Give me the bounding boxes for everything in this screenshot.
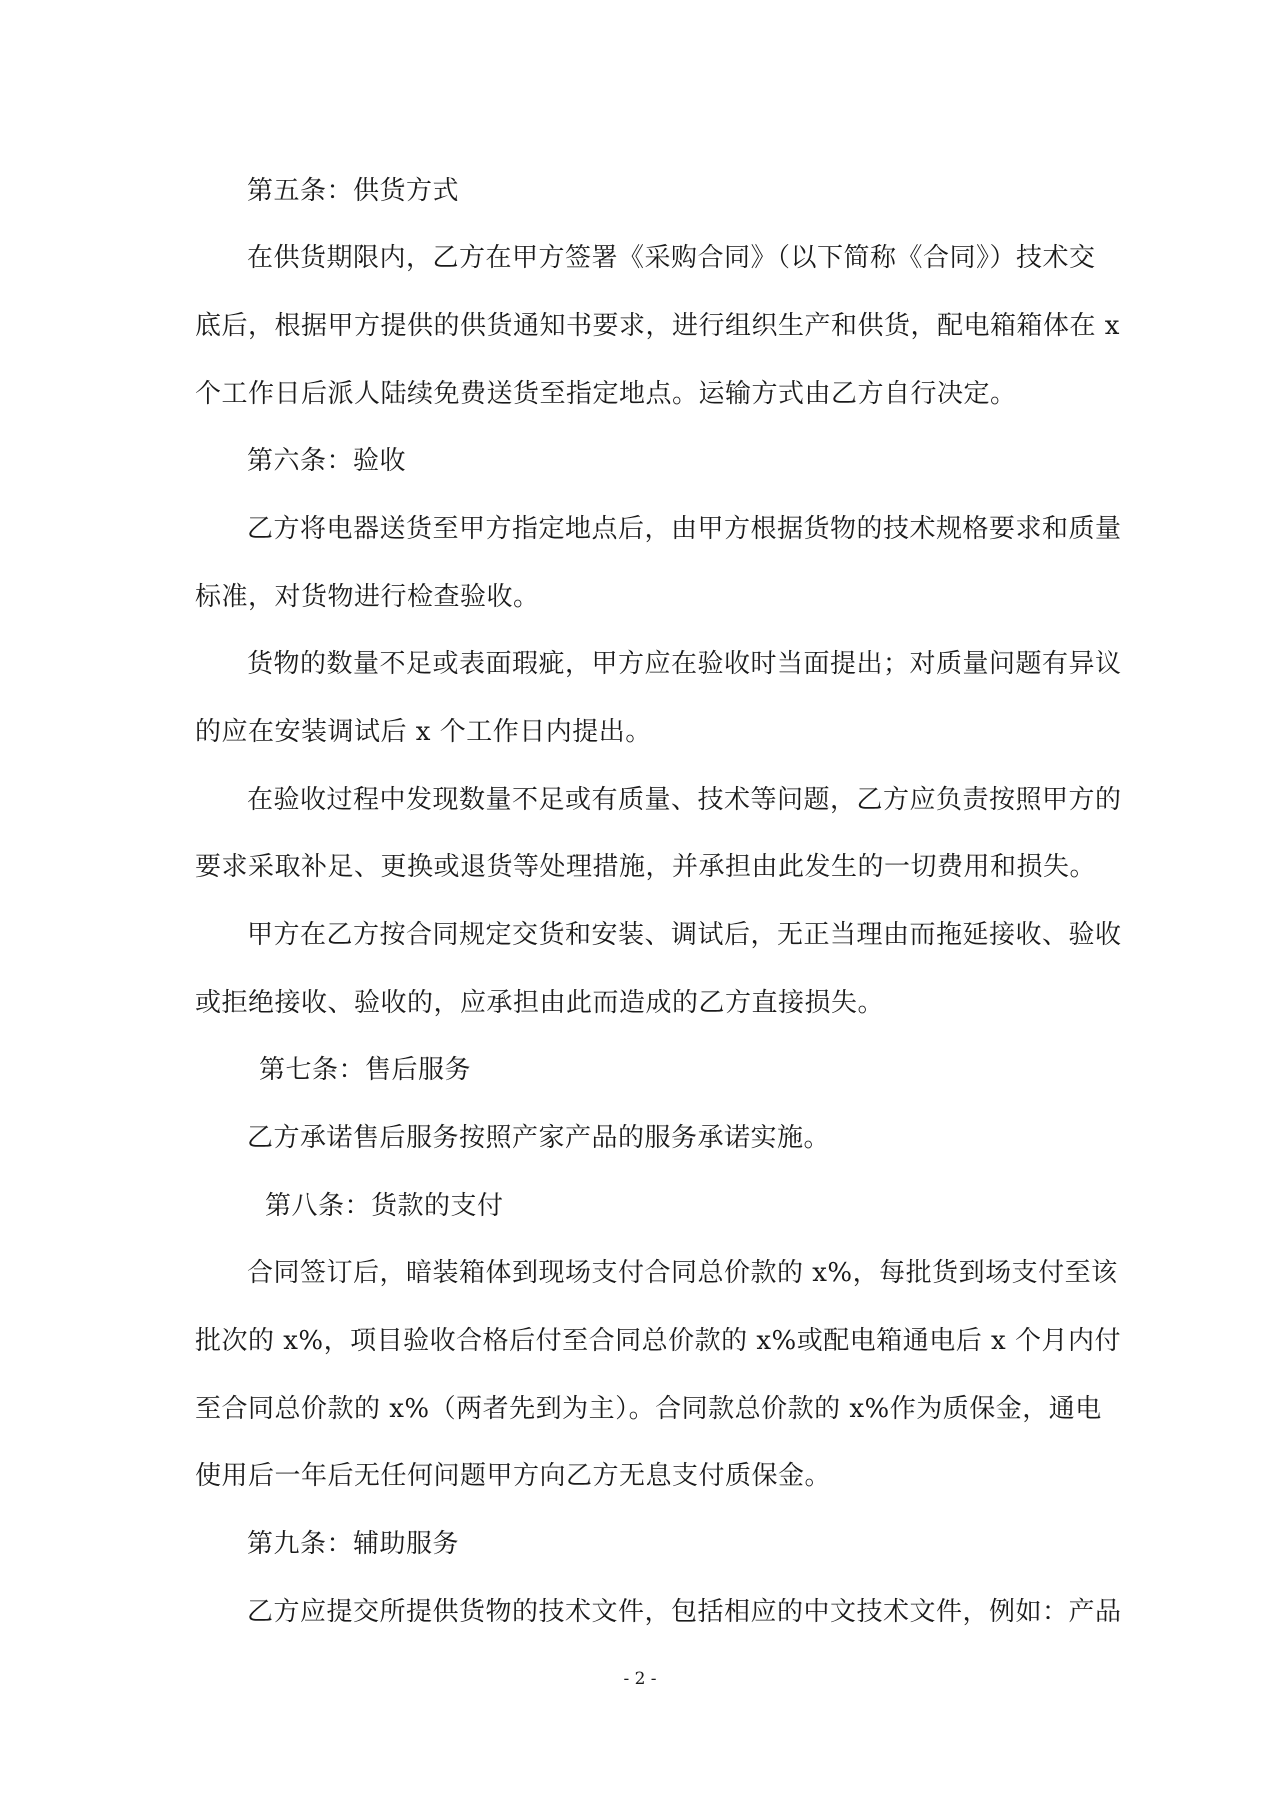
article-6-text-line: 在验收过程中发现数量不足或有质量、技术等问题，乙方应负责按照甲方的 xyxy=(247,785,1122,815)
article-6-text-line: 的应在安装调试后 x 个工作日内提出。 xyxy=(195,717,652,747)
article-9-text-line: 乙方应提交所提供货物的技术文件，包括相应的中文技术文件，例如：产品 xyxy=(247,1597,1122,1627)
article-6-text-line: 要求采取补足、更换或退货等处理措施，并承担由此发生的一切费用和损失。 xyxy=(195,852,1097,882)
article-5-heading: 第五条：供货方式 xyxy=(247,176,460,206)
article-8-text-line: 至合同总价款的 x%（两者先到为主）。合同款总价款的 x%作为质保金，通电 xyxy=(195,1394,1102,1424)
article-8-text-line: 合同签订后，暗装箱体到现场支付合同总价款的 x%，每批货到场支付至该 xyxy=(247,1258,1118,1288)
article-7-text-line: 乙方承诺售后服务按照产家产品的服务承诺实施。 xyxy=(247,1123,831,1153)
page-number: - 2 - xyxy=(623,1669,657,1689)
article-5-text-line: 在供货期限内，乙方在甲方签署《采购合同》（以下简称《合同》）技术交 xyxy=(247,243,1096,273)
article-8-text-line: 批次的 x%，项目验收合格后付至合同总价款的 x%或配电箱通电后 x 个月内付 xyxy=(195,1326,1121,1356)
article-6-text-line: 乙方将电器送货至甲方指定地点后，由甲方根据货物的技术规格要求和质量 xyxy=(247,514,1122,544)
article-8-heading: 第八条：货款的支付 xyxy=(265,1191,504,1221)
article-6-text-line: 或拒绝接收、验收的，应承担由此而造成的乙方直接损失。 xyxy=(195,988,885,1018)
article-6-text-line: 标准，对货物进行检查验收。 xyxy=(195,582,540,612)
article-5-text-line: 个工作日后派人陆续免费送货至指定地点。运输方式由乙方自行决定。 xyxy=(195,379,1017,409)
article-5-text-line: 底后，根据甲方提供的供货通知书要求，进行组织生产和供货，配电箱箱体在 x xyxy=(195,311,1120,341)
article-6-text-line: 货物的数量不足或表面瑕疵，甲方应在验收时当面提出；对质量问题有异议 xyxy=(247,649,1122,679)
article-7-heading: 第七条：售后服务 xyxy=(259,1055,472,1085)
article-9-heading: 第九条：辅助服务 xyxy=(247,1529,460,1559)
article-6-heading: 第六条：验收 xyxy=(247,446,407,476)
article-8-text-line: 使用后一年后无任何问题甲方向乙方无息支付质保金。 xyxy=(195,1461,832,1491)
article-6-text-line: 甲方在乙方按合同规定交货和安装、调试后，无正当理由而拖延接收、验收 xyxy=(247,920,1122,950)
